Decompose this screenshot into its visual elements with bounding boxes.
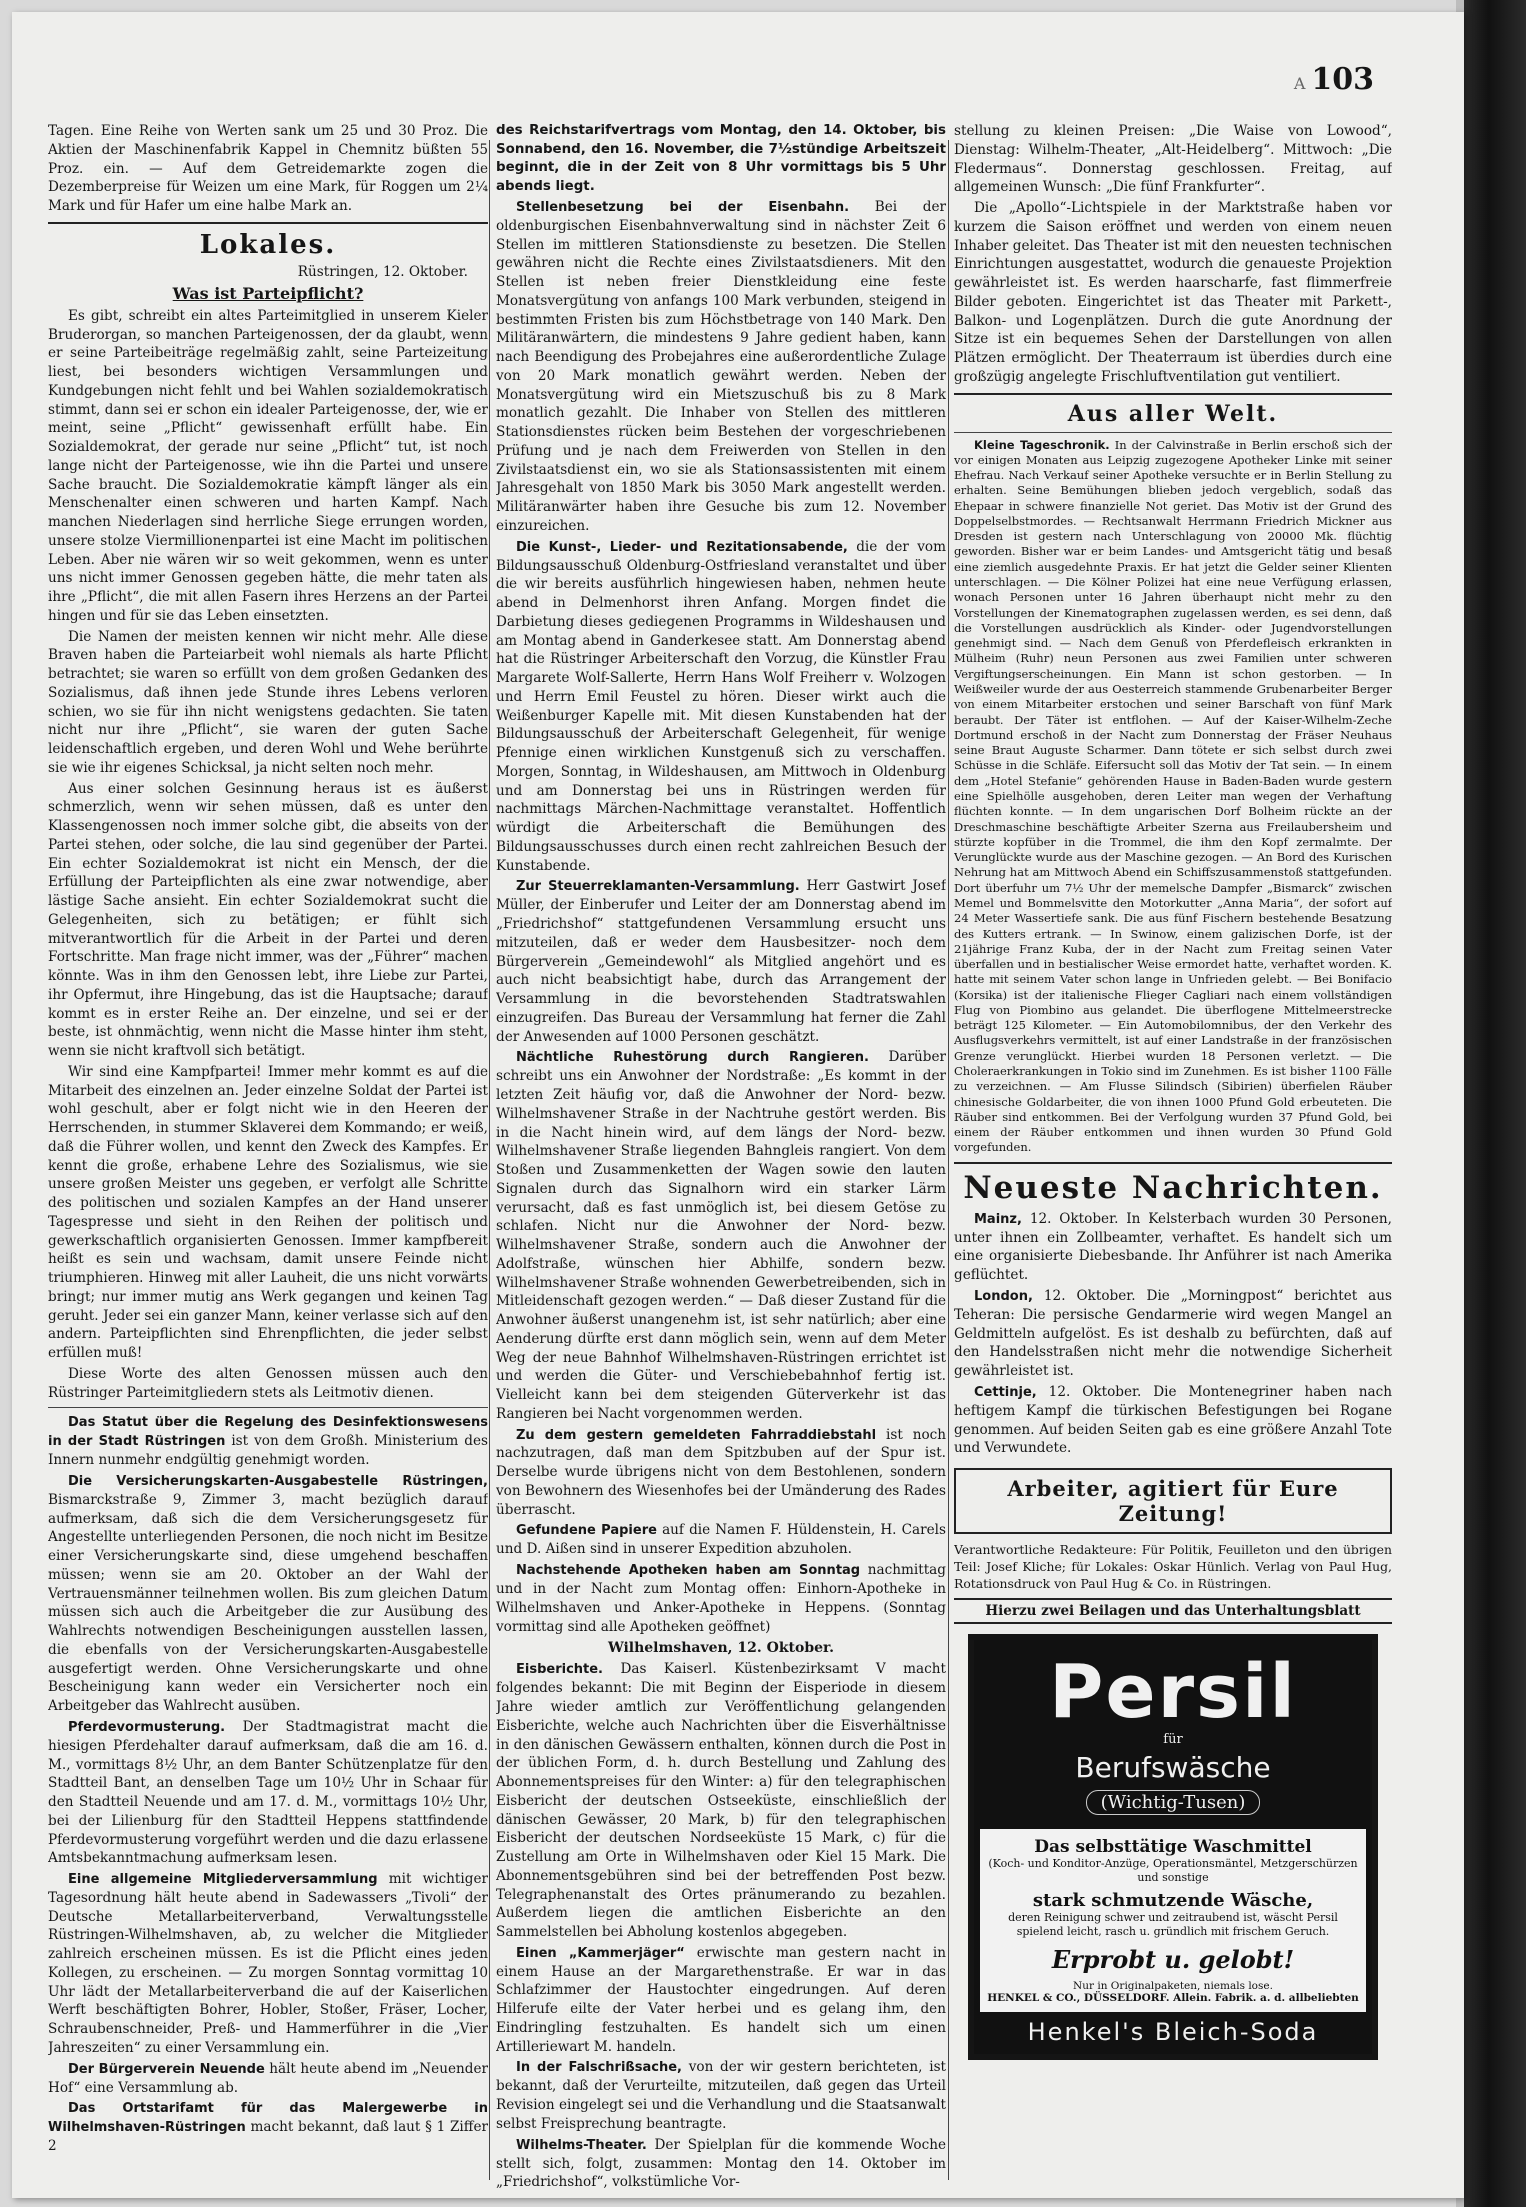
news-item-text: 12. Oktober. In Kelsterbach wurden 30 Personen, unter ihnen ein Zollbeamter, verhaftet. Es handelt sich um eine organisierte Diebesbande. Ihr Anführer ist nach Amerika geflüchtet. (954, 1210, 1392, 1284)
news-item (496, 1561, 946, 1636)
imprint: Verantwortliche Redakteure: Für Politik, Feuilleton und den übrigen Teil: Josef Kliche; für Lokales: Oskar Hünlich. Verlag von Paul Hug, Rotationsdruck von Paul Hug & Co. in Rüstringen. (954, 1542, 1392, 1591)
ad-footer: Henkel's Bleich-Soda (1027, 2018, 1319, 2047)
news-item (496, 2136, 946, 2192)
news-item-text: Das Kaiserl. Küstenbezirksamt V macht folgendes bekannt: Die mit Beginn der Eisperiode in diesem Jahre wieder amtlich zur Veröffentlichung gelangenden Eisberichte, welche auch Nachrichten über die Eisverhältnisse in den dänischen Gewässern enthalten, können durch die Post in der üblichen Form, d. h. durch Bestellung und Zahlung des Abonnementspreises für den Winter: a) für den telegraphischen Eisbericht der deutschen Ostseeküste, einschließlich der dänischen Gewässer, 20 Mark, b) für den telegraphischen Eisbericht der deutschen Nordseeküste 15 Mark, c) für die Zustellung am Orte in Wilhelmshaven oder Kiel 15 Mark. Die Abonnementsgebühren sind bei der betreffenden Post bezw. Telegraphenanstalt des Ortes pränumerando zu bezahlen. Außerdem liegen die amtlichen Eisberichte an den Sammelstellen bei Abholung kostenlos abgegeben. (496, 1661, 946, 1940)
ad-line: deren Reinigung schwer und zeitraubend ist, wäscht Persil spielend leicht, rasch u. gründlich mit frischem Geruch. (1008, 1910, 1338, 1938)
ad-fuer: für (1163, 1731, 1183, 1747)
news-item (48, 2099, 488, 2156)
news-item (496, 1660, 946, 1941)
divider (48, 1407, 488, 1408)
article-paragraph: Wir sind eine Kampfpartei! Immer mehr kommt es auf die Mitarbeit des einzelnen an. Jeder einzelne Soldat der Partei ist wohl geschult, aber er folgt nicht wie in den Heeren der Herrschenden, in stummer Sklaverei dem Kommando; er weiß, daß die Führer wollen, und kennt den Zweck des Kampfes. Er kennt die große, erhabene Lehre des Sozialismus, wie sie unsere großen Meister uns gegeben, er verfolgt alle Schritte des politischen und sozialen Kampfes an der Hand unserer Tagespresse und sieht in den Reihen der politisch und gewerkschaftlich organisierten Genossen. Immer kampfbereit heißt es sein und wachsam, damit unsere Feinde nicht triumphieren. Hinweg mit aller Lauheit, die uns nicht vorwärts bringt; nur immer mutig ans Werk gegangen und keinen Tag geruht. Jeder sei ein ganzer Mann, keiner verlasse sich auf den andern. Parteipflichten sind Ehrenpflichten, die jeder selbst erfüllen muß! (48, 1063, 488, 1361)
news-item (48, 1413, 488, 1470)
news-item-text: Bei der oldenburgischen Eisenbahnverwaltung sind in nächster Zeit 6 Stellen im mittleren Stationsdienste zu besetzen. Die Stellen gewähren nicht die Rechte eines Zivilstaatsdieners. Mit den Stellen ist neben freier Dienstkleidung eine feste Monatsvergütung von anfangs 100 Mark verbunden, steigend in bestimmten Fristen bis zum Höchstbetrage von 140 Mark. Den Militäranwärtern, die mindestens 9 Jahre gedient haben, kann nach Beendigung des Probejahres eine außerordentliche Zulage von 20 Mark monatlich gewährt werden. Neben der Monatsvergütung wird ein Mietszuschuß bis zu 8 Mark monatlich gezahlt. Die Inhaber von Stellen des mittleren Stationsdienstes rücken beim Bestehen der vorgeschriebenen Prüfung und je nach dem Freiwerden von Stellen in den Zivilstaatsdienst ein, wo sie als Stationsassistenten mit einem Jahresgehalt von 1850 Mark bis 3050 Mark angestellt werden. Militäranwärter haben ihre Gesuche bis zum 12. November einzureichen. (496, 199, 946, 534)
top-paragraph: stellung zu kleinen Preisen: „Die Waise von Lowood“, Dienstag: Wilhelm-Theater, „Alt-Heidelberg“. Mittwoch: „Die Fledermaus“. Donnerstag geschlossen. Freitag, auf allgemeinen Wunsch: „Die fünf Frankfurter“. (954, 123, 1392, 196)
news-item-head: Eine allgemeine Mitgliederversammlung (68, 1872, 378, 1887)
news-item-head: Nächtliche Ruhestörung durch Rangieren. (516, 1050, 869, 1066)
newspaper-page (12, 12, 1464, 2198)
news-item-head: London, (974, 1288, 1033, 1304)
news-item-head: Zu dem gestern gemeldeten Fahrraddiebstahl (516, 1427, 877, 1443)
news-item-head: Stellenbesetzung bei der Eisenbahn. (516, 200, 850, 215)
news-item-text: Herr Gastwirt Josef Müller, der Einberufer und Leiter der am Donnerstag abend im „Friedrichshof“ stattgefundenen Versammlung ersucht uns mitzuteilen, daß er weder dem Hausbesitzer- noch dem Bürgerverein „Gemeindewohl“ als Mitglied angehört und es auch nicht beabsichtigt habe, durch das Arrangement der Versammlung in die bevorstehenden Stadtratswahlen einzugreifen. Das Bureau der Versammlung hat ferner die Zahl der Anwesenden auf 1000 Personen geschätzt. (496, 878, 946, 1045)
news-item (496, 1521, 946, 1559)
divider (954, 393, 1392, 395)
news-item (954, 1210, 1392, 1285)
news-item-text: mit wichtiger Tagesordnung hält heute abend in Sadewassers „Tivoli“ der Deutsche Metallarbeiterverband, Verwaltungsstelle Rüstringen-Wilhelmshaven, ab, zu welcher die Mitglieder zahlreich erscheinen müssen. Es ist die Pflicht eines jeden Kollegen, zu erscheinen. — Zu morgen Sonntag vormittag 10 Uhr lädt der Metallarbeiterverband die auf der Kaiserlichen Werft beschäftigten Bohrer, Hobler, Stoßer, Fräser, Locher, Schraubenschneider, Preß- und Hammerführer in die „Vier Jahreszeiten“ zu einer Versammlung ein. (48, 1871, 488, 2056)
article-paragraph: Diese Worte des alten Genossen müssen auch den Rüstringer Parteimitgliedern stets als Leitmotiv dienen. (48, 1365, 488, 1401)
news-item-head: Das Ortstarifamt für das Malergewerbe in Wilhelmshaven-Rüstringen (48, 2101, 488, 2136)
news-item-text: Bismarckstraße 9, Zimmer 3, macht bezüglich darauf aufmerksam, daß sich die dem Versicherungsgesetz für Angestellte unterliegenden Personen, die noch nicht im Besitze einer Versicherungskarte sind, diese umgehend beschaffen müssen; wenn sie am 20. Oktober an der Wahl der Vertrauensmänner teilnehmen wollen. Bis zum gleichen Datum müssen sich auch die Arbeitgeber die zur Ausübung des Wahlrechts notwendigen Bescheinigungen ausstellen lassen, die ebenfalls von der Versicherungskarten-Ausgabestelle ausgefertigt werden. Ohne Versicherungskarte und ohne Bescheinigung kann weder ein Versicherter noch ein Arbeitgeber das Wahlrecht ausüben. (48, 1491, 488, 1715)
news-item-head: Die Versicherungskarten-Ausgabestelle Rüstringen, (68, 1473, 488, 1489)
ad-product-kind: Berufswäsche (1075, 1750, 1271, 1784)
news-item-text: macht bekannt, daß laut § 1 Ziffer 2 (48, 2119, 488, 2155)
supplements-notice: Hierzu zwei Beilagen und das Unterhaltungsblatt (954, 1598, 1392, 1624)
article-paragraph: Es gibt, schreibt ein altes Parteimitglied in unserem Kieler Bruderorgan, so manchen Parteigenossen, der da glaubt, wenn er seine Parteibeiträge regelmäßig zahlt, seine Parteizeitung liest, bei besonders wichtigen Versammlungen und Kundgebungen nicht fehlt und bei Wahlen sozialdemokratisch stimmt, dann sei er schon ein idealer Parteigenosse, der, wie er meint, seine „Pflicht“ gewissenhaft erfüllt habe. Ein Sozialdemokrat, der gerade nur seine „Pflicht“ tut, ist noch lange nicht der Parteigenosse, wie ihn die Partei und unsere Sache braucht. Die Sozialdemokratie kämpft länger als ein Menschenalter einen schweren und harten Kampf. Nach manchen Niederlagen sind herrliche Siege errungen worden, unsere stolze Viermillionenpartei ist eine Macht im politischen Leben. Aber nie wären wir so weit gekommen, wenn es unter uns nicht immer Genossen gegeben hätte, die mehr taten als ihre „Pflicht“, die mit allen Fasern ihres Herzens an der Partei hingen und für sie das Leben einsetzten. (48, 307, 488, 624)
news-item-head: Der Bürgerverein Neuende (68, 2061, 265, 2077)
divider (954, 432, 1392, 433)
ad-line: (Koch- und Konditor-Anzüge, Operationsmäntel, Metzgerschürzen und sonstige (988, 1856, 1358, 1885)
top-paragraph: Tagen. Eine Reihe von Werten sank um 25 und 30 Proz. Die Aktien der Maschinenfabrik Kappel in Chemnitz büßten 55 Proz. ein. — Auf dem Getreidemarkte zogen die Dezemberpreise für Weizen um eine Mark, für Roggen um 2¼ Mark und für Hafer um eine halbe Mark an. (48, 123, 488, 214)
article-body (48, 307, 488, 1403)
news-item (954, 1287, 1392, 1381)
news-item-text: auf die Namen F. Hüldenstein, H. Carels und D. Aißen sind in unserer Expedition abzuholen. (496, 1522, 946, 1558)
news-item-text: ist von dem Großh. Ministerium des Innern nunmehr endgültig genehmigt worden. (48, 1433, 488, 1469)
news-item-head: Nachstehende Apotheken haben am Sonntag (516, 1563, 861, 1579)
news-item-text: 12. Oktober. Die „Morningpost“ berichtet aus Teheran: Die persische Gendarmerie wird wegen Mangel an Geldmitteln aufgelöst. Es ist deshalb zu befürchten, daß auf den Handelsstraßen nicht mehr die notwendige Sicherheit gewährleistet ist. (954, 1287, 1392, 1380)
article-paragraph: Aus einer solchen Gesinnung heraus ist es äußerst schmerzlich, wenn wir sehen müssen, daß es unter den Klassengenossen noch immer solche gibt, die abseits von der Partei stehen, oder solche, die lau sind gegenüber der Partei. Ein echter Sozialdemokrat ist nicht ein Mensch, der die Erfüllung der Parteipflichten als eine zwar notwendige, aber lästige Sache ansieht. Ein echter Sozialdemokrat sucht die Gelegenheiten, sich zu betätigen; er fühlt sich mitverantwortlich für die Arbeit in der Partei und deren Fortschritte. Man frage nicht immer, was der „Führer“ machen könnte. Was in ihm den Genossen lebt, ihre Liebe zur Partei, ihr Opfermut, ihre Hingebung, das ist die Hauptsache; darauf kommt es in erster Reihe an. Der einzelne, und sei er der beste, ist ohnmächtig, wenn nicht die Masse hinter ihm steht, wenn sie nicht kraftvoll sich betätigt. (48, 780, 488, 1059)
column-2 (496, 122, 946, 2192)
news-item (496, 1048, 946, 1423)
page-prefix: A (1293, 74, 1306, 93)
news-item-head: Die Kunst-, Lieder- und Rezitationsabende, (516, 539, 848, 555)
news-item (496, 877, 946, 1046)
top-paragraph: des Reichstarifvertrags vom Montag, den 14. Oktober, bis Sonnabend, den 16. November, die 7½stündige Arbeitszeit beginnt, die in der Zeit von 8 Uhr vormittags bis 5 Uhr abends liegt. (496, 123, 946, 194)
news-item-text: von der wir gestern berichteten, ist bekannt, daß der Verurteilte, mitzuteilen, daß gegen das Urteil Revision eingelegt sei und die Verhandlung und die Staatsanwalt selbst Freisprechung beantragte. (496, 2059, 946, 2132)
column-1 (48, 122, 488, 2192)
ad-slogan: Erprobt u. gelobt! (1051, 1945, 1295, 1975)
news-item-head: Wilhelms-Theater. (516, 2137, 647, 2153)
news-item (48, 1718, 488, 1868)
ad-subtitle: (Wichtig-Tusen) (1086, 1790, 1261, 1815)
news-item-text: Der Stadtmagistrat macht die hiesigen Pferdehalter darauf aufmerksam, daß die am 16. d. M., vormittags 8½ Uhr, an dem Banter Schützenplatze für den Stadtteil Bant, an denselben Tage um 10½ Uhr in Schaar für den Stadtteil Neuende und am 17. d. M., vormittags 10½ Uhr, bei der Lilienburg für den Stadtteil Heppens stattfindende Pferdevormusterung vorgeführt werden und die dazu erlassene Amtsbekanntmachung aufmerksam lesen. (48, 1718, 488, 1867)
news-item-head: Einen „Kammerjäger“ (516, 1945, 685, 1961)
book-binding (1464, 0, 1526, 2207)
column-3 (954, 122, 1392, 2192)
news-item-text: 12. Oktober. Die Montenegriner haben nach heftigem Kampf die türkischen Befestigungen bei Rogane genommen. Auf beiden Seiten gab es eine größere Anzahl Tote und Verwundete. (954, 1383, 1392, 1457)
ad-text-panel (980, 1829, 1366, 2012)
ad-line: stark schmutzende Wäsche, (1032, 1889, 1314, 1911)
news-item (496, 1944, 946, 2057)
dateline: Rüstringen, 12. Oktober. (297, 263, 468, 280)
news-item-text: Der Spielplan für die kommende Woche stellt sich, folgt, zusammen: Montag den 14. Oktober im „Friedrichshof“, volkstümliche Vor- (496, 2136, 946, 2191)
news-item-text: nachmittag und in der Nacht zum Montag offen: Einhorn-Apotheke in Wilhelmshaven und Anker-Apotheke in Heppens. (Sonntag vormittag sind alle Apotheken geöffnet) (496, 1562, 946, 1635)
news-item-text: hält heute abend im „Neuender Hof“ eine Versammlung ab. (48, 2060, 488, 2096)
persil-advertisement (968, 1634, 1378, 2060)
section-title-neueste-nachrichten: Neueste Nachrichten. (963, 1169, 1383, 1206)
news-item-head: Pferdevormusterung. (68, 1719, 226, 1735)
news-item-head: In der Falschrißsache, (516, 2060, 682, 2076)
slogan-box: Arbeiter, agitiert für Eure Zeitung! (954, 1468, 1392, 1534)
news-item-head: Mainz, (974, 1211, 1022, 1227)
ad-brand: Persil (1049, 1649, 1297, 1736)
page-number (1294, 62, 1374, 97)
divider (954, 1162, 1392, 1164)
news-item (496, 198, 946, 536)
news-item (48, 2060, 488, 2098)
news-item-head: Das Statut über die Regelung des Desinfektionswesens in der Stadt Rüstringen (48, 1415, 488, 1450)
page-number-value: 103 (1311, 62, 1374, 97)
news-item (496, 2058, 946, 2133)
news-item (496, 538, 946, 876)
news-item-head: Cettinje, (974, 1384, 1037, 1400)
news-item-head: Zur Steuerreklamanten-Versammlung. (516, 879, 800, 895)
dateline-wilhelmshaven: Wilhelmshaven, 12. Oktober. (607, 1640, 835, 1657)
column-rule-2 (948, 140, 949, 2180)
apollo-notice: Die „Apollo“-Lichtspiele in der Marktstraße haben vor kurzem die Saison eröffnet und werden von einem neuen Inhaber geleitet. Das Theater ist mit den neuesten technischen Einrichtungen ausgestattet, wodurch die genaueste Projektion gewährleistet ist. Es werden haarscharfe, fast flimmerfreie Bilder geboten. Eingerichtet ist das Theater mit Parkett-, Balkon- und Logenplätzen. Durch die gute Anordnung der Sitze ist ein bequemes Sehen der Darstellungen von allen Plätzen ermöglicht. Der Theaterraum ist überdies durch eine großzügig angelegte Frischluftventilation gut ventiliert. (954, 200, 1392, 385)
section-title-aus-aller-welt: Aus aller Welt. (1067, 400, 1279, 427)
column-rule-1 (489, 140, 490, 2180)
ad-line: HENKEL & CO., DÜSSELDORF. Allein. Fabrik. a. d. allbeliebten (987, 1992, 1359, 2005)
news-item-text: Darüber schreibt uns ein Anwohner der Nordstraße: „Es kommt in der letzten Zeit häufig vor, daß die Anwohner der Nord- bezw. Wilhelmshavener Straße in der Nachtruhe gestört werden. Bis in die Nacht hinein wird, auf dem längs der Nord- bezw. Wilhelmshavener Straße liegenden Bahngleis rangiert. Von dem Stoßen und Zusammenketten der Wagen sowie den lauten Signalen durch das Signalhorn wird ein starker Lärm verursacht, daß es fast unmöglich ist, bei diesem Getöse zu schlafen. Nicht nur die Anwohner der Nord- bezw. Wilhelmshavener Straße, sondern auch die Anwohner der Adolfstraße, wünschen hier Abhilfe, sondern bezw. Wilhelmshavener Straße wohnenden Gewerbetreibenden, sich in Mitleidenschaft gezogen werden.“ — Daß dieser Zustand für die Anwohner äußerst unangenehm ist, ist sehr natürlich; aber eine Aenderung dürfte erst dann möglich sein, wenn auf dem Meter Weg der neue Bahnhof Wilhelmshaven-Rüstringen errichtet ist und werden die Güter- und Verschiebebahnhof fertig ist. Vielleicht kann bei dem steigenden Güterverkehr ist das Rangieren bei Nacht vorgenommen werden. (496, 1049, 946, 1422)
divider (48, 222, 488, 224)
article-headline: Was ist Parteipflicht? (172, 283, 364, 303)
news-item (48, 1870, 488, 2058)
news-item (954, 1383, 1392, 1458)
news-item (496, 1426, 946, 1520)
news-item-text: ist noch nachzutragen, daß man dem Spitzbuben auf der Spur ist. Derselbe wurde übrigens nicht von dem Bestohlenen, sondern von Bewohnern des Wiesenhofes bei der Umänderung des Rades überrascht. (496, 1426, 946, 1518)
news-item-head: Eisberichte. (516, 1662, 603, 1678)
news-item-text: erwischte man gestern nacht in einem Hause an der Margarethenstraße. Er war in das Schlafzimmer der Haustochter eingedrungen. Auf deren Hilferufe eilte der Vater herbei und es gelang ihm, den Eindringling festzuhalten. Es handelt sich um einen Artilleriewart M. handeln. (496, 1944, 946, 2055)
tageschronik-head: Kleine Tageschronik. (974, 437, 1110, 452)
article-paragraph: Die Namen der meisten kennen wir nicht mehr. Alle diese Braven haben die Parteiarbeit wohl niemals als harte Pflicht betrachtet; sie waren so erfüllt von dem großen Gedanken des Sozialismus, daß ihnen jede Stunde ihres Lebens verloren schien, wo sie für ihn nicht wenigstens gedachten. Sie taten nicht nur ihre „Pflicht“, sie waren der guten Sache leidenschaftlich ergeben, und deren Wohl und Wehe berührte sie wie ihr eigenes Schicksal, ja nicht selten noch mehr. (48, 628, 488, 776)
tageschronik-text: In der Calvinstraße in Berlin erschoß sich der vor einigen Monaten aus Leipzig zugezogene Apotheker Linke mit seiner Ehefrau. Nach Verkauf seiner Apotheke versuchte er in Berlin Stellung zu erhalten. Seine Bemühungen blieben jedoch vergeblich, sodaß das Ehepaar in schwere finanzielle Not geriet. Das Motiv ist der Grund des Doppelselbstmordes. — Rechtsanwalt Herrmann Friedrich Mickner aus Dresden ist gestern nach Unterschlagung von 20000 Mk. flüchtig geworden. Bisher war er beim Landes- und Amtsgericht tätig und besaß eine ziemlich ausgedehnte Praxis. Er hat jetzt die Gelder seiner Klienten unterschlagen. — Die Kölner Polizei hat eine neue Verfügung erlassen, wonach Personen unter 16 Jahren überhaupt nicht mehr zu den Vorstellungen der Kinematographen zugelassen werden, es sei denn, daß die Vorstellungen ausdrücklich als Kinder- oder Jugendvorstellungen genehmigt sind. — Nach dem Genuß von Pferdefleisch erkrankten in Mülheim (Ruhr) neun Personen aus zwei Familien unter schweren Vergiftungserscheinungen. Ein Mann ist schon gestorben. — In Weißweiler wurde der aus Oesterreich stammende Grubenarbeiter Berger von einem Mitarbeiter erstochen und seiner Barschaft von fünf Mark beraubt. Der Täter ist entflohen. — Auf der Kaiser-Wilhelm-Zeche Dortmund erschoß in der Nacht zum Donnerstag der Fräser Neuhaus seine Braut Auguste Scharmer. Dann tötete er sich selbst durch zwei Schüsse in die Schläfe. Eifersucht soll das Motiv der Tat sein. — In einem dem „Hotel Stefanie“ gehörenden Hause in Baden-Baden wurde gestern eine Spielhölle ausgehoben, deren Leiter man wegen der Verhaftung flüchten konnte. — In dem ungarischen Dorf Bolheim rückte an der Dreschmaschine beschäftigte Arbeiter Szerna aus Freilaubersheim und stürzte kopfüber in die Trommel, die ihm den Kopf zermalmte. Der Verunglückte wurde aus der Maschine gezogen. — An Bord des Kurischen Nehrung hat am Mittwoch Abend ein Schiffszusammenstoß stattgefunden. Dort überfuhr um 7½ Uhr der memelsche Dampfer „Bismarck“ zwischen Memel und Bommelsvitte den Motorkutter „Anna Maria“, der sofort auf 24 Meter Wassertiefe sank. Die aus fünf Fischern bestehende Besatzung des Kutters ertrank. — In Swinow, einem galizischen Dorfe, ist der 21jährige Franz Kuba, der in der Nacht zum Freitag seinen Vater überfallen und in bestialischer Weise ermordet hatte, verhaftet worden. K. hatte mit seinem Vater schon lange in Unfrieden gelebt. — Bei Bonifacio (Korsika) ist der italienische Flieger Cagliari nach einem vollständigen Flug von Piombino aus gelandet. Die überflogene Mittelmeerstrecke beträgt 125 Kilometer. — Ein Automobilomnibus, der den Verkehr des Ausflugsverkehrs vermittelt, ist auf einer Landstraße in der französischen Grenze verunglückt. Hierbei wurden 18 Personen verletzt. — Die Choleraerkrankungen in Tokio sind im Zunehmen. Es ist bisher 1100 Fälle zu verzeichnen. — Am Flusse Silindsch (Sibirien) überfielen Räuber chinesische Goldarbeiter, die von ihnen 1000 Pfund Gold erbeuteten. Die Räuber sind entkommen. Bei der Verfolgung wurden 37 Pfund Gold, bei einem der Räuber entkommen und ihnen wurden 30 Pfund Gold vorgefunden. (954, 437, 1392, 1155)
news-item-head: Gefundene Papiere (516, 1523, 657, 1539)
tageschronik (954, 438, 1392, 1156)
section-title-lokales: Lokales. (199, 229, 337, 260)
news-item-text: die der vom Bildungsausschuß Oldenburg-Ostfriesland veranstaltet und über die wir bereits ausführlich hingewiesen haben, nehmen heute abend in Delmenhorst ihren Anfang. Morgen findet die Darbietung dieses gediegenen Programms in Wildeshausen und am Montag abend in Ganderkesee statt. Am Donnerstag abend hat die Rüstringer Arbeiterschaft den Vorzug, die Künstler Frau Margarete Wolf-Sallerte, Herrn Hans Wolf Freiherr v. Wolzogen und Herrn Emil Feustel zu hören. Dieser wirkt auch die Weißenburger Kapelle mit. Mit diesen Kunstabenden hat der Bildungsausschuß der Arbeiterschaft Gelegenheit, für wenige Pfennige einen wirklichen Kunstgenuß sich zu verschaffen. Morgen, Sonntag, in Wildeshausen, am Mittwoch in Oldenburg und am Donnerstag bei uns in Rüstringen werden für nachmittags Märchen-Nachmittage veranstaltet. Hoffentlich würdigt die Arbeiterschaft die Bemühungen des Bildungsausschusses durch einen recht zahlreichen Besuch der Kunstabende. (496, 538, 946, 874)
news-item (48, 1472, 488, 1716)
ad-line: Nur in Originalpaketen, niemals lose. (1073, 1980, 1273, 1993)
ad-line: Das selbsttätige Waschmittel (1034, 1836, 1312, 1857)
